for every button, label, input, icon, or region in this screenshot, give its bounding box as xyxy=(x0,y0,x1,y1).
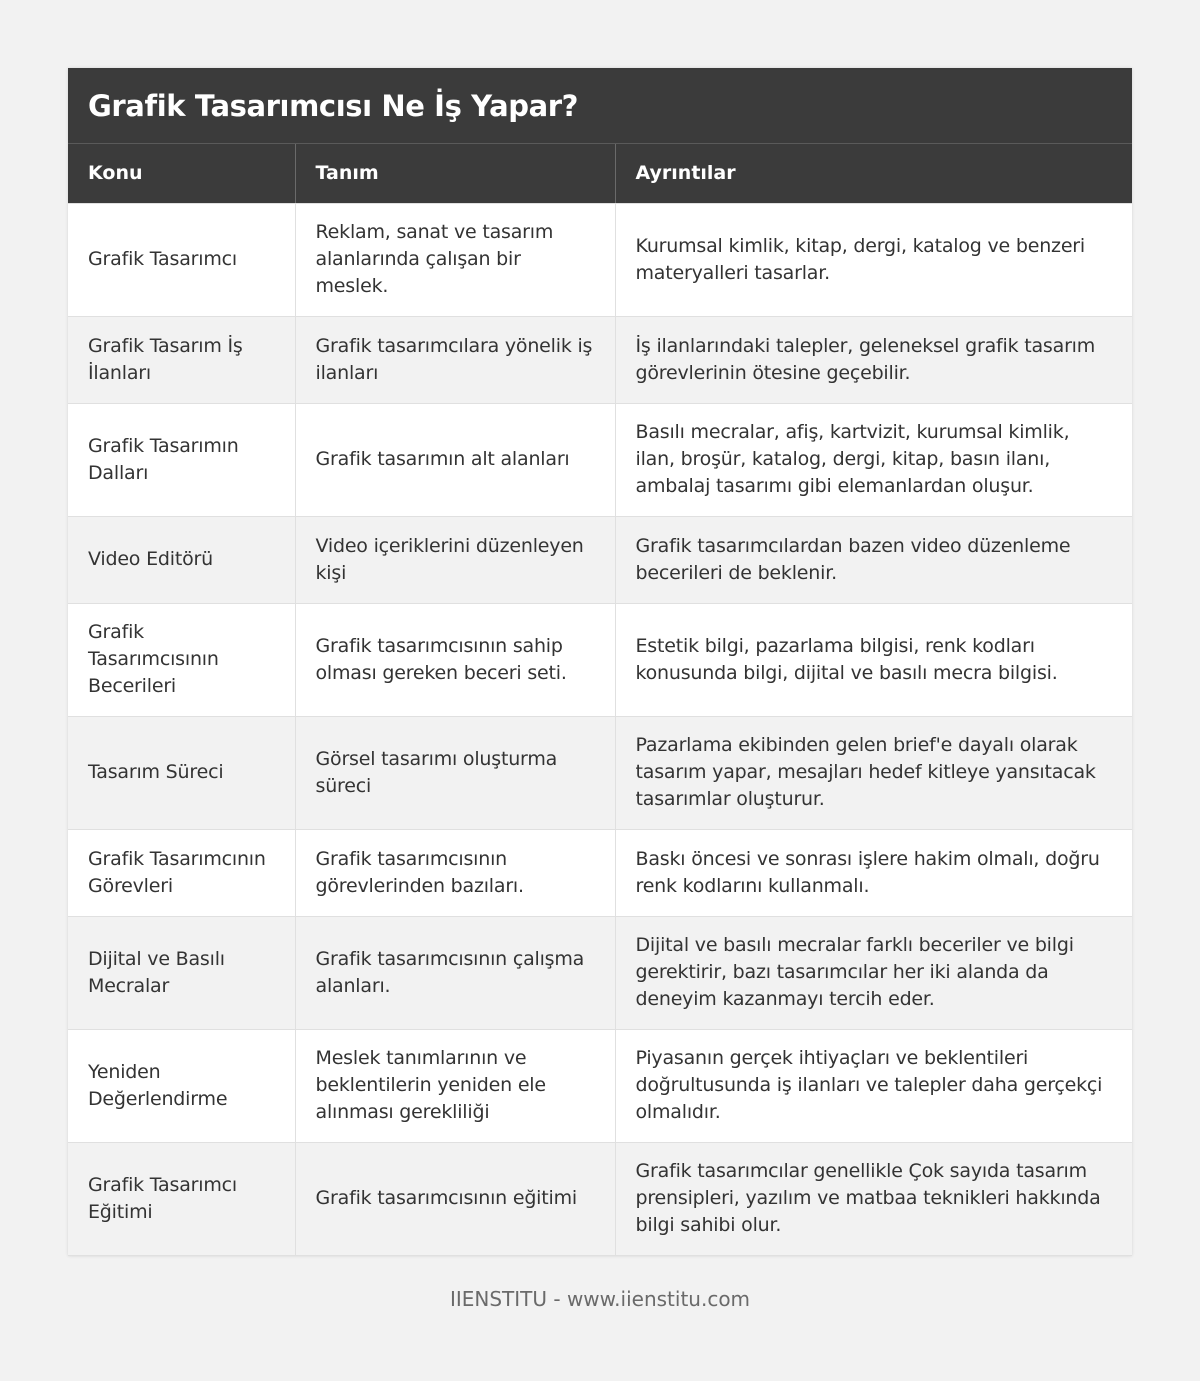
table-row xyxy=(68,203,1132,316)
cell-konu: Yeniden Değerlendirme xyxy=(68,1029,295,1142)
cell-tanim: Grafik tasarımcısının eğitimi xyxy=(295,1142,615,1255)
column-header-tanim: Tanım xyxy=(295,144,615,203)
cell-konu: Tasarım Süreci xyxy=(68,716,295,829)
cell-ayrintilar: Pazarlama ekibinden gelen brief'e dayalı olarak tasarım yapar, mesajları hedef kitleye yansıtacak tasarımlar oluşturur. xyxy=(615,716,1132,829)
cell-konu: Grafik Tasarımcının Görevleri xyxy=(68,829,295,916)
table-row xyxy=(68,316,1132,403)
cell-tanim: Grafik tasarımın alt alanları xyxy=(295,403,615,516)
cell-tanim: Meslek tanımlarının ve beklentilerin yeniden ele alınması gerekliliği xyxy=(295,1029,615,1142)
column-header-konu: Konu xyxy=(68,144,295,203)
cell-konu: Grafik Tasarım İş İlanları xyxy=(68,316,295,403)
table-row xyxy=(68,403,1132,516)
cell-konu: Video Editörü xyxy=(68,516,295,603)
cell-ayrintilar: Dijital ve basılı mecralar farklı beceriler ve bilgi gerektirir, bazı tasarımcılar her iki alanda da deneyim kazanmayı tercih eder. xyxy=(615,916,1132,1029)
page-title: Grafik Tasarımcısı Ne İş Yapar? xyxy=(88,88,579,123)
cell-ayrintilar: İş ilanlarındaki talepler, geleneksel grafik tasarım görevlerinin ötesine geçebilir. xyxy=(615,316,1132,403)
footer-credit: IIENSTITU - www.iienstitu.com xyxy=(449,1287,751,1311)
cell-tanim: Video içeriklerini düzenleyen kişi xyxy=(295,516,615,603)
cell-tanim: Reklam, sanat ve tasarım alanlarında çalışan bir meslek. xyxy=(295,203,615,316)
cell-tanim: Grafik tasarımcısının çalışma alanları. xyxy=(295,916,615,1029)
cell-konu: Grafik Tasarımcısının Becerileri xyxy=(68,603,295,716)
table-header-row xyxy=(68,144,1132,203)
table-row xyxy=(68,516,1132,603)
cell-tanim: Grafik tasarımcısının görevlerinden bazıları. xyxy=(295,829,615,916)
table-row xyxy=(68,603,1132,716)
cell-tanim: Görsel tasarımı oluşturma süreci xyxy=(295,716,615,829)
cell-konu: Grafik Tasarımın Dalları xyxy=(68,403,295,516)
cell-tanim: Grafik tasarımcısının sahip olması gereken beceri seti. xyxy=(295,603,615,716)
table-row xyxy=(68,1029,1132,1142)
column-header-ayrintilar: Ayrıntılar xyxy=(615,144,1132,203)
cell-ayrintilar: Basılı mecralar, afiş, kartvizit, kurumsal kimlik, ilan, broşür, katalog, dergi, kitap, basın ilanı, ambalaj tasarımı gibi elemanlardan oluşur. xyxy=(615,403,1132,516)
cell-ayrintilar: Grafik tasarımcılar genellikle Çok sayıda tasarım prensipleri, yazılım ve matbaa teknikleri hakkında bilgi sahibi olur. xyxy=(615,1142,1132,1255)
title-bar xyxy=(68,68,1132,144)
cell-ayrintilar: Baskı öncesi ve sonrası işlere hakim olmalı, doğru renk kodlarını kullanmalı. xyxy=(615,829,1132,916)
table-row xyxy=(68,1142,1132,1255)
info-table xyxy=(68,144,1132,1256)
cell-konu: Grafik Tasarımcı Eğitimi xyxy=(68,1142,295,1255)
table-row xyxy=(68,716,1132,829)
table-row xyxy=(68,829,1132,916)
cell-ayrintilar: Grafik tasarımcılardan bazen video düzenleme becerileri de beklenir. xyxy=(615,516,1132,603)
table-row xyxy=(68,916,1132,1029)
table-card xyxy=(68,68,1132,1256)
cell-tanim: Grafik tasarımcılara yönelik iş ilanları xyxy=(295,316,615,403)
cell-konu: Dijital ve Basılı Mecralar xyxy=(68,916,295,1029)
cell-ayrintilar: Piyasanın gerçek ihtiyaçları ve beklentileri doğrultusunda iş ilanları ve talepler daha gerçekçi olmalıdır. xyxy=(615,1029,1132,1142)
cell-ayrintilar: Kurumsal kimlik, kitap, dergi, katalog ve benzeri materyalleri tasarlar. xyxy=(615,203,1132,316)
cell-konu: Grafik Tasarımcı xyxy=(68,203,295,316)
cell-ayrintilar: Estetik bilgi, pazarlama bilgisi, renk kodları konusunda bilgi, dijital ve basılı mecra bilgisi. xyxy=(615,603,1132,716)
